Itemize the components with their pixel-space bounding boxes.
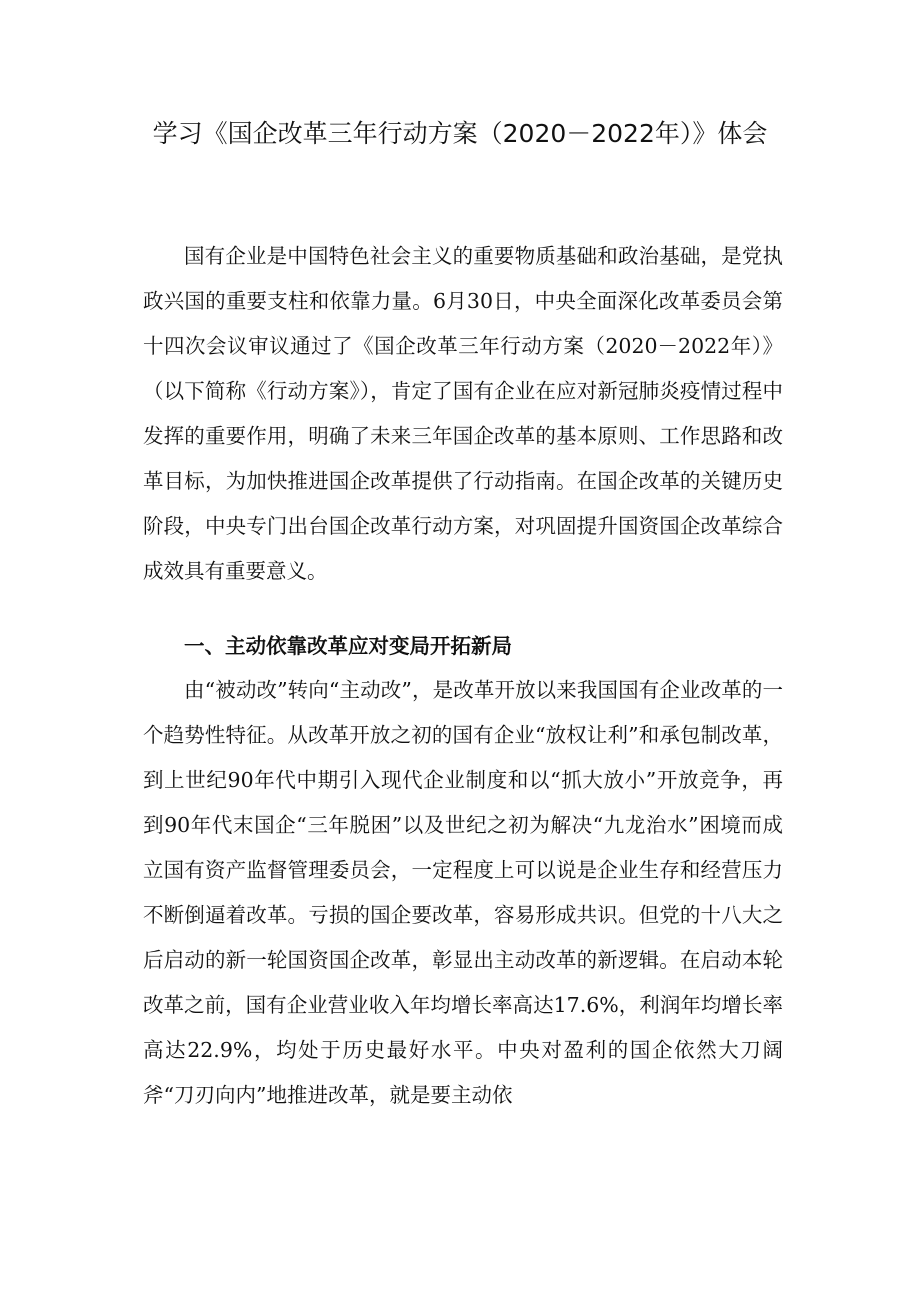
section-heading: 一、主动依靠改革应对变局开拓新局	[184, 634, 512, 658]
document-title: 学习《国企改革三年行动方案（2020－2022年）》体会	[152, 119, 768, 148]
paragraph-section-1: 由“被动改”转向“主动改”，是改革开放以来我国国有企业改革的一个趋势性特征。从改革开放之初的国有企业“放权让利”和承包制改革，到上世纪90年代中期引入现代企业制度和以“抓大放小”开放竞争，再到90年代末国企“三年脱困”以及世纪之初为解决“九龙治水”困境而成立国有资产监督管理委员会，一定程度上可以说是企业生存和经营压力不断倒逼着改革。亏损的国企要改革，容易形成共识。但党的十八大之后启动的新一轮国资国企改革，彰显出主动改革的新逻辑。在启动本轮改革之前，国有企业营业收入年均增长率高达17.6%，利润年均增长率高达22.9%，均处于历史最好水平。中央对盈利的国企依然大刀阔斧“刀刃向内”地推进改革，就是要主动依	[143, 678, 783, 1107]
paragraph-intro: 国有企业是中国特色社会主义的重要物质基础和政治基础，是党执政兴国的重要支柱和依靠力量。6月30日，中央全面深化改革委员会第十四次会议审议通过了《国企改革三年行动方案（2020－2022年）》（以下简称《行动方案》），肯定了国有企业在应对新冠肺炎疫情过程中发挥的重要作用，明确了未来三年国企改革的基本原则、工作思路和改革目标，为加快推进国企改革提供了行动指南。在国企改革的关键历史阶段，中央专门出台国企改革行动方案，对巩固提升国资国企改革综合成效具有重要意义。	[143, 244, 783, 583]
